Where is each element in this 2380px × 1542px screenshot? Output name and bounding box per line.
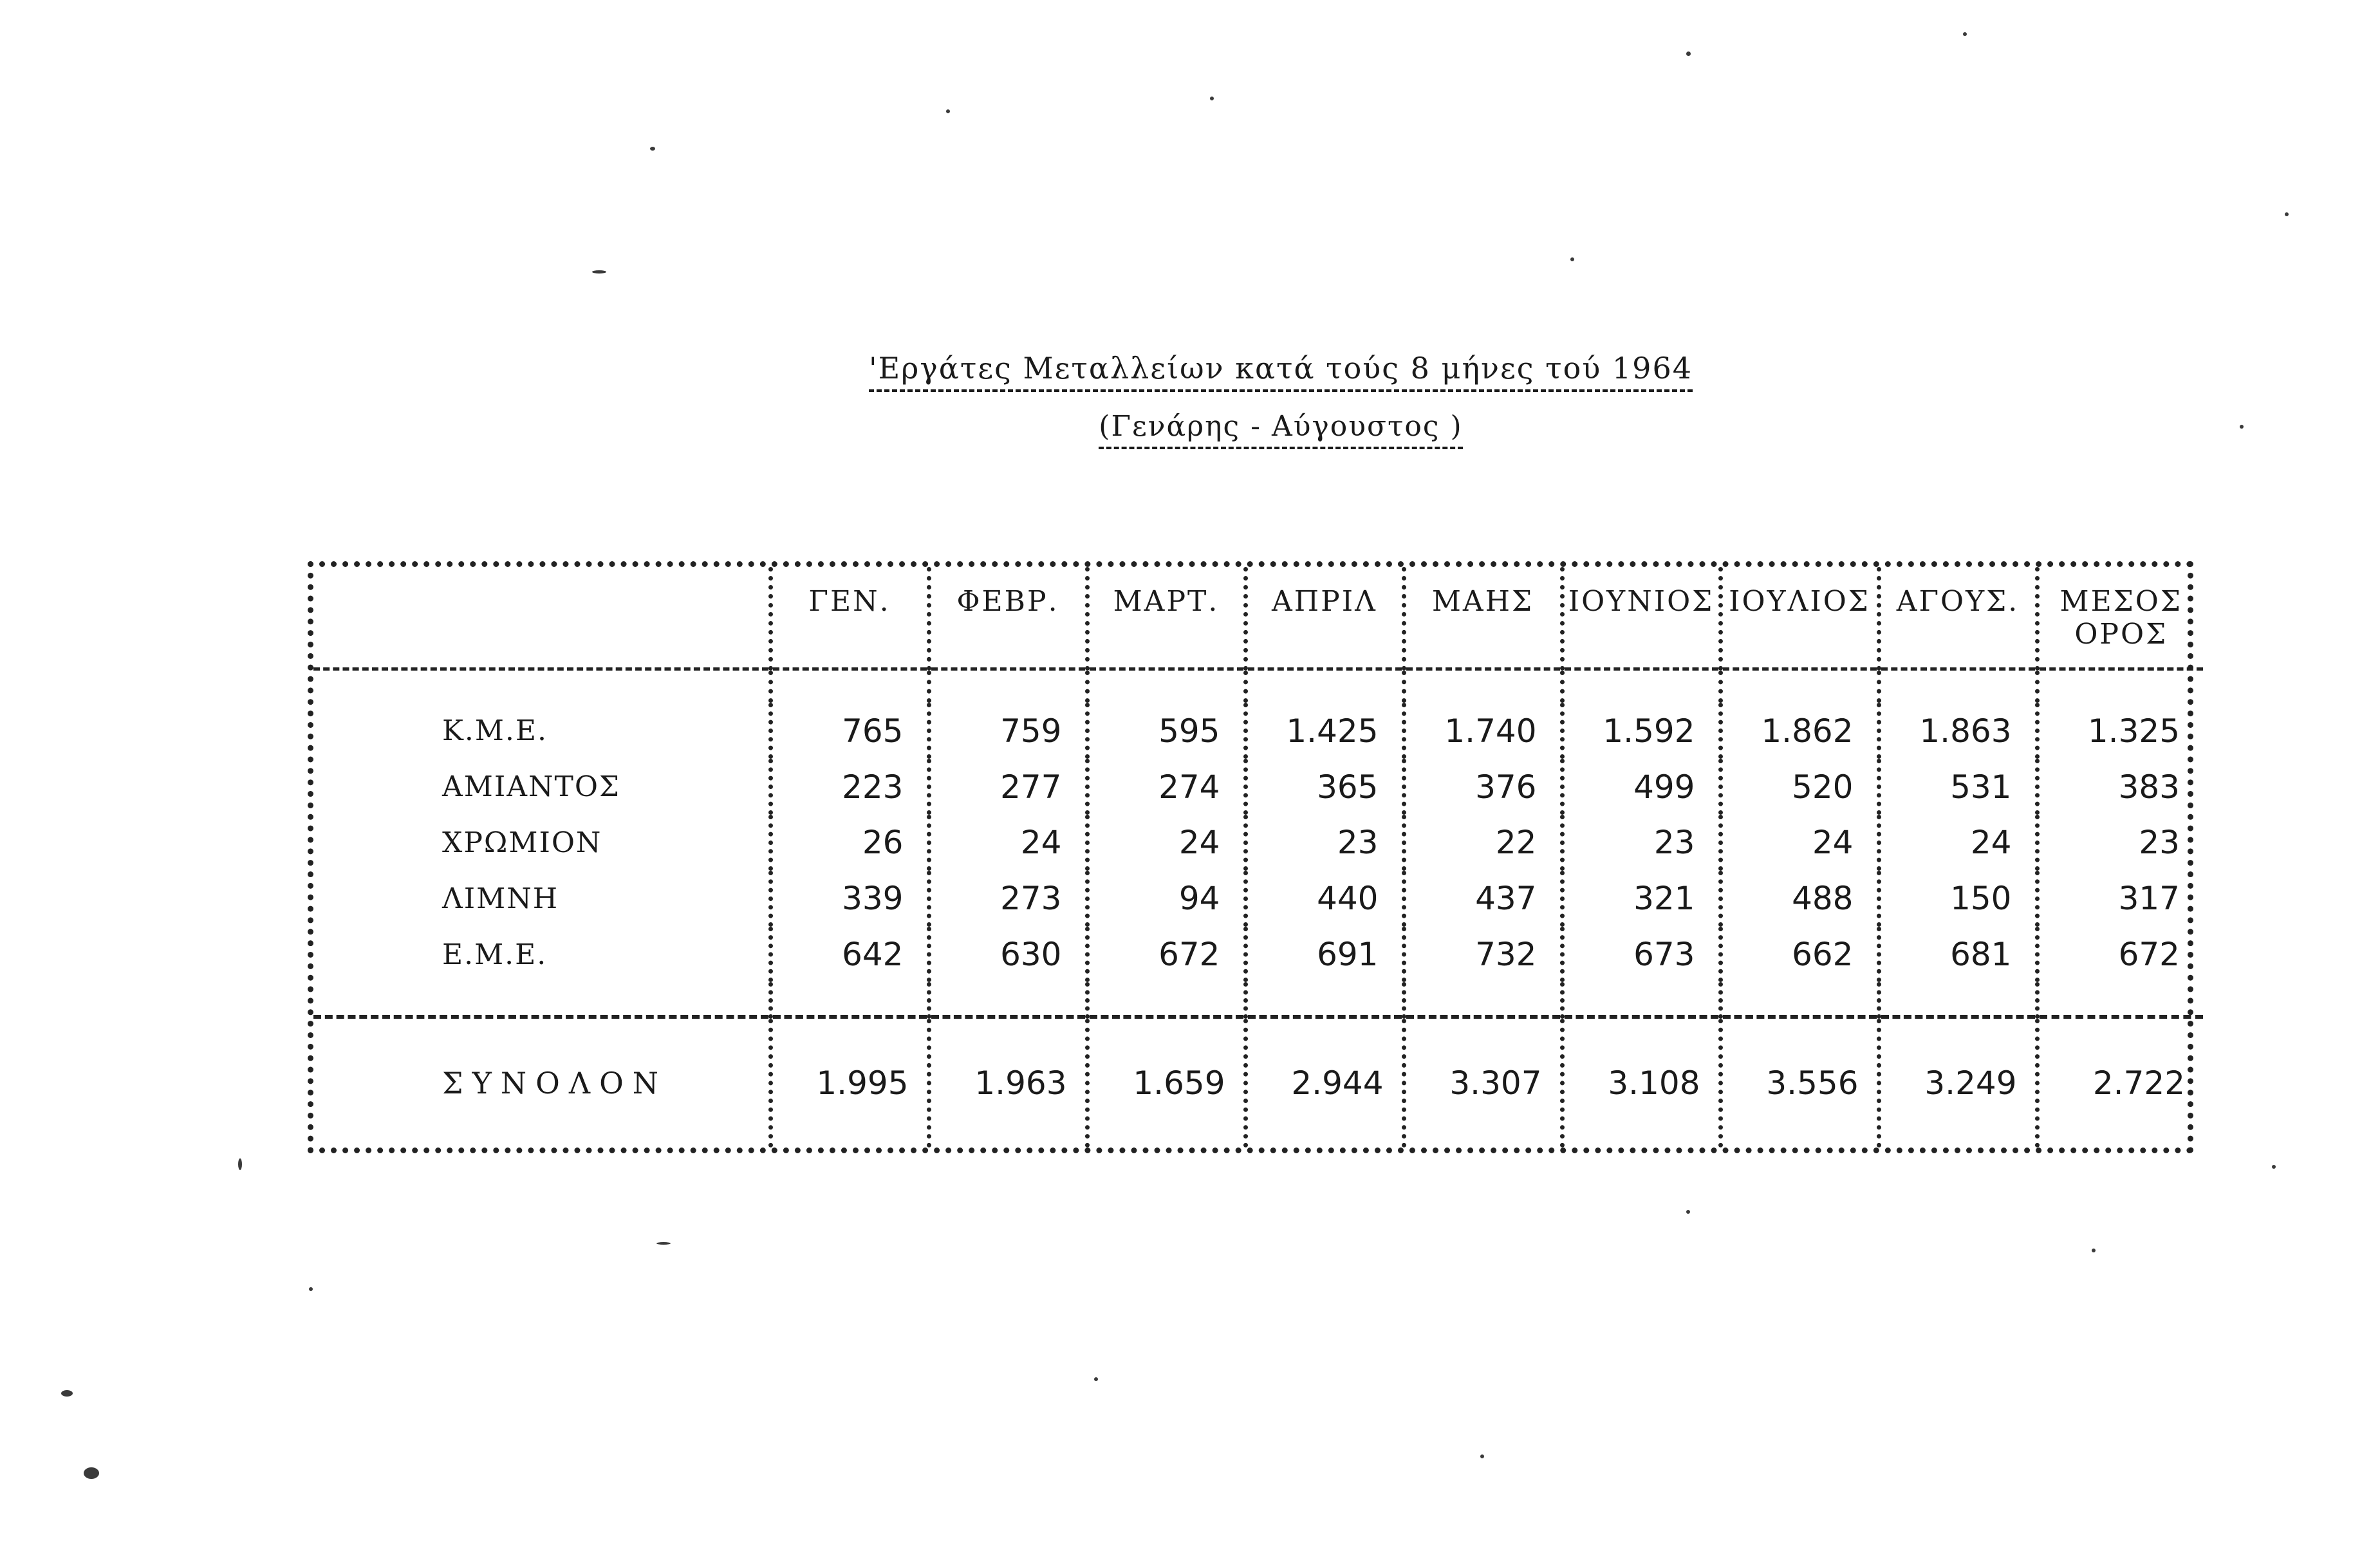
table-cell: 1.862: [1720, 703, 1879, 759]
scan-speck: [2092, 1249, 2096, 1252]
table-cell: 1.592: [1562, 703, 1720, 759]
table-cell: 1.425: [1245, 703, 1404, 759]
scan-speck: [2240, 425, 2244, 429]
total-cell: 1.659: [1087, 1017, 1245, 1147]
spacer-cell: [313, 982, 770, 1017]
table-frame: [308, 561, 2193, 1153]
table-cell: 765: [770, 703, 929, 759]
spacer-cell: [929, 982, 1087, 1017]
scan-speck: [656, 1242, 671, 1245]
table-cell: 23: [2037, 815, 2203, 871]
table-cell: 732: [1404, 927, 1562, 983]
row-label: ΑΜΙΑΝΤΟΣ: [442, 770, 621, 804]
table-cell: 321: [1562, 871, 1720, 927]
spacer-cell: [1562, 982, 1720, 1017]
total-label: ΣΥΝΟΛΟΝ: [313, 1017, 770, 1147]
total-cell: 1.995: [770, 1017, 929, 1147]
table-cell: 440: [1245, 871, 1404, 927]
table-row: [313, 759, 2203, 815]
table-cell: 672: [2037, 927, 2203, 983]
table-cell: 1.863: [1879, 703, 2037, 759]
table-cell: 273: [929, 871, 1087, 927]
spacer-cell: [1404, 669, 1562, 703]
table-cell: 94: [1087, 871, 1245, 927]
scan-speck: [238, 1158, 242, 1170]
table-cell: 223: [770, 759, 929, 815]
spacer-cell: [2037, 982, 2203, 1017]
spacer-cell: [770, 669, 929, 703]
column-header: ΜΑΡΤ.: [1087, 567, 1245, 669]
table-cell: 274: [1087, 759, 1245, 815]
document-subtitle: (Γενάρης - Αύγουστος ): [1099, 410, 1462, 449]
table-cell: 376: [1404, 759, 1562, 815]
header-empty: [313, 567, 770, 669]
spacer-cell: [770, 982, 929, 1017]
spacer-row: [313, 669, 2203, 703]
table-cell: 383: [2037, 759, 2203, 815]
table-cell: 365: [1245, 759, 1404, 815]
scan-speck: [1210, 97, 1214, 100]
scan-speck: [592, 270, 606, 274]
column-header: ΓΕΝ.: [770, 567, 929, 669]
table-cell: 23: [1562, 815, 1720, 871]
table-row: [313, 815, 2203, 871]
total-cell: 3.108: [1562, 1017, 1720, 1147]
total-cell: 1.963: [929, 1017, 1087, 1147]
table-cell: 22: [1404, 815, 1562, 871]
table-cell: 662: [1720, 927, 1879, 983]
scan-speck: [1963, 32, 1967, 36]
spacer-row: [313, 982, 2203, 1017]
spacer-cell: [2037, 669, 2203, 703]
scan-speck: [2285, 212, 2289, 216]
column-header: ΦΕΒΡ.: [929, 567, 1087, 669]
total-cell: 3.307: [1404, 1017, 1562, 1147]
table-cell: 595: [1087, 703, 1245, 759]
row-label: Κ.Μ.Ε.: [442, 714, 548, 748]
row-label: Ε.Μ.Ε.: [442, 938, 548, 971]
column-header: ΙΟΥΛΙΟΣ: [1720, 567, 1879, 669]
table-cell: 150: [1879, 871, 2037, 927]
table-cell: 26: [770, 815, 929, 871]
table-cell: 488: [1720, 871, 1879, 927]
table-cell: 630: [929, 927, 1087, 983]
table-cell: 642: [770, 927, 929, 983]
spacer-cell: [1720, 669, 1879, 703]
column-header: ΙΟΥΝΙΟΣ: [1562, 567, 1720, 669]
table-cell: 520: [1720, 759, 1879, 815]
table-cell: 339: [770, 871, 929, 927]
spacer-cell: [1087, 669, 1245, 703]
spacer-cell: [1245, 982, 1404, 1017]
table-cell: 23: [1245, 815, 1404, 871]
column-header: ΜΕΣΟΣ ΟΡΟΣ: [2037, 567, 2203, 669]
table-cell: 317: [2037, 871, 2203, 927]
table-cell: 24: [1720, 815, 1879, 871]
spacer-cell: [1404, 982, 1562, 1017]
table-cell: 24: [929, 815, 1087, 871]
table-cell: 672: [1087, 927, 1245, 983]
total-cell: 3.249: [1879, 1017, 2037, 1147]
table-cell: 437: [1404, 871, 1562, 927]
spacer-cell: [1879, 669, 2037, 703]
workers-table: [313, 567, 2203, 1147]
document-title: 'Εργάτες Μεταλλείων κατά τούς 8 μήνες τού 1964: [869, 351, 1693, 392]
scan-speck: [84, 1467, 99, 1479]
table-cell: 681: [1879, 927, 2037, 983]
row-label: ΛΙΜΝΗ: [442, 882, 559, 915]
table-cell: 24: [1087, 815, 1245, 871]
table-cell: 1.325: [2037, 703, 2203, 759]
row-label: ΧΡΩΜΙΟΝ: [442, 826, 602, 859]
table-cell: 1.740: [1404, 703, 1562, 759]
column-header: ΜΑΗΣ: [1404, 567, 1562, 669]
scan-speck: [946, 109, 950, 113]
scan-speck: [309, 1287, 313, 1291]
total-row: [313, 1017, 2203, 1147]
table-row: [313, 871, 2203, 927]
table-cell: 24: [1879, 815, 2037, 871]
scan-speck: [1570, 257, 1574, 261]
scan-speck: [1686, 51, 1691, 56]
table-cell: 691: [1245, 927, 1404, 983]
total-cell: 2.944: [1245, 1017, 1404, 1147]
scan-speck: [2272, 1165, 2276, 1169]
column-header: ΑΓΟΥΣ.: [1879, 567, 2037, 669]
spacer-cell: [313, 669, 770, 703]
total-cell: 2.722: [2037, 1017, 2203, 1147]
spacer-cell: [1720, 982, 1879, 1017]
table-cell: 759: [929, 703, 1087, 759]
scan-speck: [1480, 1454, 1484, 1458]
table-row: [313, 703, 2203, 759]
spacer-cell: [1245, 669, 1404, 703]
spacer-cell: [1879, 982, 2037, 1017]
spacer-cell: [1087, 982, 1245, 1017]
scan-speck: [1686, 1210, 1690, 1214]
table-cell: 277: [929, 759, 1087, 815]
scan-speck: [1094, 1377, 1098, 1381]
column-header: ΑΠΡΙΛ: [1245, 567, 1404, 669]
total-cell: 3.556: [1720, 1017, 1879, 1147]
scan-speck: [650, 147, 655, 151]
header-row: [313, 567, 2203, 669]
table-cell: 673: [1562, 927, 1720, 983]
title-block: [814, 351, 1747, 449]
table-cell: 499: [1562, 759, 1720, 815]
spacer-cell: [1562, 669, 1720, 703]
table-row: [313, 927, 2203, 983]
table-cell: 531: [1879, 759, 2037, 815]
spacer-cell: [929, 669, 1087, 703]
scan-speck: [61, 1390, 73, 1397]
